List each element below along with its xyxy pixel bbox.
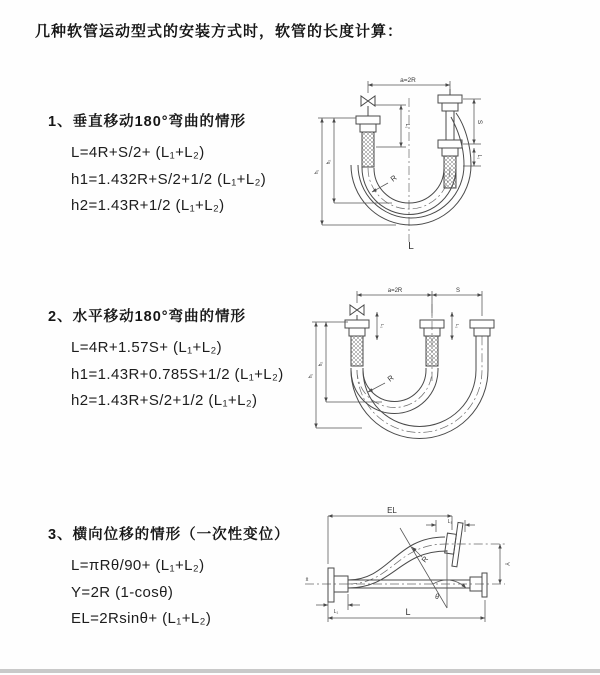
formula-line: L=4R+S/2+ (L₁+L₂)	[71, 144, 205, 161]
dimension-l1-middle	[452, 312, 460, 340]
diagram-horizontal-180-bend	[300, 280, 590, 470]
dimension-y	[500, 544, 509, 584]
dim-label-s: S	[455, 288, 461, 294]
dim-label-l1: L₁	[404, 123, 410, 129]
dim-label-l1: L₁	[333, 609, 339, 615]
section-1	[48, 110, 266, 220]
section-3	[48, 523, 290, 633]
formula-line: h1=1.432R+S/2+1/2 (L₁+L₂)	[71, 170, 267, 188]
section-2	[48, 305, 284, 415]
dim-label-l1: L₁	[380, 323, 385, 329]
diagram-vertical-180-bend	[300, 70, 590, 262]
radius-callout	[368, 373, 396, 392]
dim-label-a2r: a=2R	[387, 288, 403, 294]
dim-label-l: L	[405, 607, 411, 617]
section-3-formulas	[48, 553, 290, 633]
formula-line: h2=1.43R+S/2+1/2 (L₁+L₂)	[71, 392, 258, 409]
dim-label-s: S	[476, 119, 483, 125]
left-flange	[328, 568, 348, 602]
dimension-a2r	[368, 77, 450, 93]
left-fitting	[356, 116, 380, 167]
right-fitting-moved	[470, 320, 494, 336]
formula-line: L=πRθ/90+ (L₁+L₂)	[71, 557, 205, 574]
dim-label-l1: L₁	[447, 519, 453, 525]
hose-u-bends	[351, 336, 488, 438]
dimension-s	[432, 288, 482, 295]
dim-label-h2: h₂	[318, 361, 324, 367]
formula-line: EL=2Rsinθ+ (L₁+L₂)	[71, 610, 212, 627]
dimension-a2r	[357, 288, 482, 316]
dim-label-l1: L₁	[455, 323, 460, 329]
dimension-l1-right	[463, 148, 482, 166]
radius-label: R	[388, 173, 399, 184]
dimension-s	[463, 99, 483, 144]
angle-label: θ	[435, 594, 439, 601]
dim-label-h1: h₁	[308, 373, 314, 379]
length-label: L	[408, 241, 414, 252]
radius-label: R	[419, 554, 431, 565]
page-bottom-edge	[0, 669, 600, 673]
valve-icon	[361, 96, 375, 116]
radius-callout	[372, 173, 399, 192]
dimension-l	[328, 600, 485, 622]
formula-line: L=4R+1.57S+ (L₁+L₂)	[71, 339, 223, 356]
formula-line: h2=1.43R+1/2 (L₁+L₂)	[71, 197, 225, 214]
dimension-l1-top	[426, 519, 475, 532]
hose-centerline-arc-moved	[357, 336, 482, 433]
dim-label-h2: h₂	[326, 159, 332, 165]
dimension-l1-left	[377, 312, 385, 340]
section-1-formulas	[48, 140, 266, 220]
dimension-l1-left	[374, 105, 410, 147]
right-fitting	[438, 89, 462, 188]
radius-label: R	[385, 373, 396, 384]
valve-icon	[350, 305, 364, 320]
page-title: 几种软管运动型式的安装方式时，软管的长度计算：	[35, 23, 404, 40]
angle-construction	[400, 528, 466, 608]
diagram-lateral-displacement	[300, 500, 600, 655]
dim-label-l1: L₁	[476, 154, 482, 160]
section-2-formulas	[48, 335, 284, 415]
radius-callout	[412, 547, 430, 564]
dimension-el	[328, 506, 452, 564]
dim-label-y: Y	[503, 561, 509, 567]
dim-label-a2r: a=2R	[400, 77, 416, 84]
dimension-h1	[314, 118, 396, 225]
dim-label-h1: h₁	[314, 169, 320, 175]
section-2-heading: 2、水平移动180°弯曲的情形	[48, 309, 247, 325]
dim-label-el: EL	[387, 506, 397, 515]
formula-line: h1=1.43R+0.785S+1/2 (L₁+L₂)	[71, 365, 284, 383]
formula-line: Y=2R (1-cosθ)	[71, 583, 174, 601]
left-fitting	[345, 320, 369, 366]
section-3-heading: 3、横向位移的情形（一次性变位）	[48, 527, 290, 543]
dimension-l1-bottom	[316, 594, 360, 615]
section-1-heading: 1、垂直移动180°弯曲的情形	[48, 114, 247, 130]
datum-mark: x̄	[305, 577, 309, 583]
